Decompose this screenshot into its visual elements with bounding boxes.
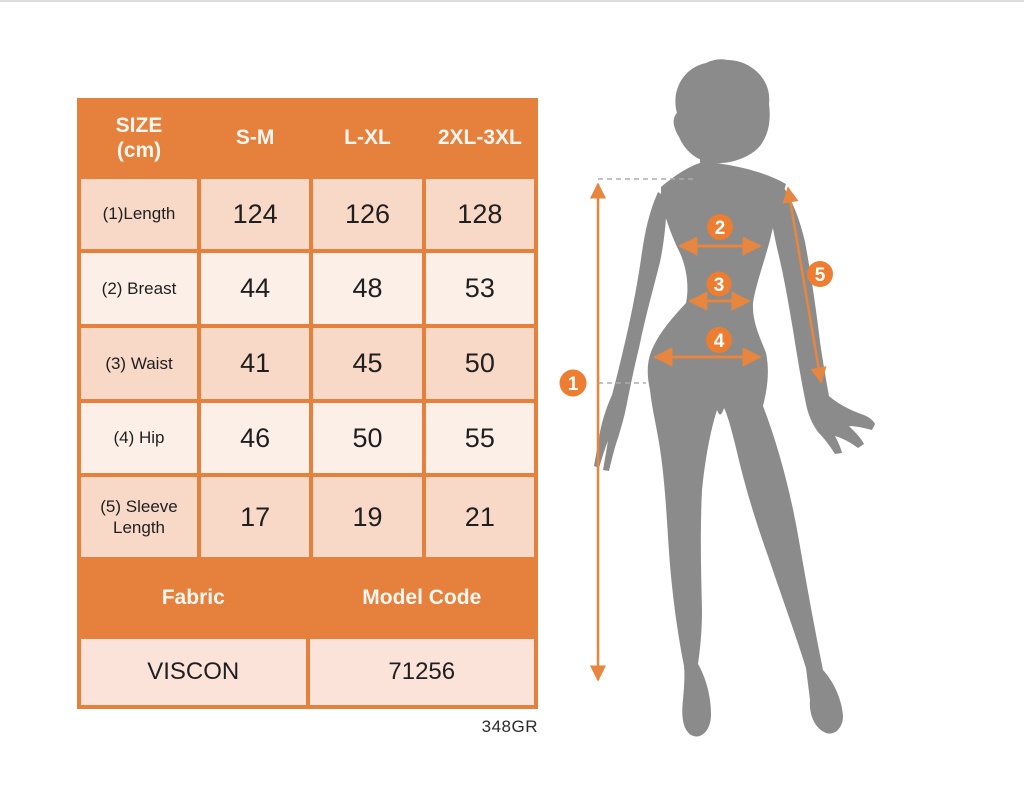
hip-value-lxl: 50: [313, 403, 421, 473]
model-code-header: Model Code: [310, 561, 535, 635]
marker-1-label: 1: [567, 374, 579, 395]
hip-value-sm: 46: [201, 403, 309, 473]
row-label-length: (1)Length: [81, 179, 197, 249]
fabric-header: Fabric: [81, 561, 306, 635]
sleeve-value-lxl: 19: [313, 477, 421, 557]
row-label-sleeve-length: (5) Sleeve Length: [81, 477, 197, 557]
row-label-breast: (2) Breast: [81, 253, 197, 324]
hip-value-2xl3xl: 55: [426, 403, 534, 473]
marker-4-label: 4: [713, 331, 725, 352]
length-value-lxl: 126: [313, 179, 421, 249]
waist-value-2xl3xl: 50: [426, 328, 534, 399]
model-code-value: 71256: [310, 639, 535, 705]
length-value-2xl3xl: 128: [426, 179, 534, 249]
weight-code-text: 348GR: [481, 717, 538, 736]
row-label-waist: (3) Waist: [81, 328, 197, 399]
breast-value-sm: 44: [201, 253, 309, 324]
breast-value-lxl: 48: [313, 253, 421, 324]
column-header-sm: S-M: [201, 102, 309, 175]
column-header-2xl3xl: 2XL-3XL: [426, 102, 534, 175]
row-label-hip: (4) Hip: [81, 403, 197, 473]
sleeve-value-2xl3xl: 21: [426, 477, 534, 557]
marker-2-label: 2: [714, 218, 726, 239]
marker-3-label: 3: [713, 275, 725, 296]
breast-value-2xl3xl: 53: [426, 253, 534, 324]
column-header-size-label: SIZE (cm): [115, 114, 163, 162]
column-header-lxl: L-XL: [313, 102, 421, 175]
length-value-sm: 124: [201, 179, 309, 249]
marker-5-label: 5: [814, 265, 826, 286]
waist-value-lxl: 45: [313, 328, 421, 399]
waist-value-sm: 41: [201, 328, 309, 399]
female-silhouette: [594, 59, 875, 736]
sleeve-value-sm: 17: [201, 477, 309, 557]
fabric-value: VISCON: [81, 639, 306, 705]
